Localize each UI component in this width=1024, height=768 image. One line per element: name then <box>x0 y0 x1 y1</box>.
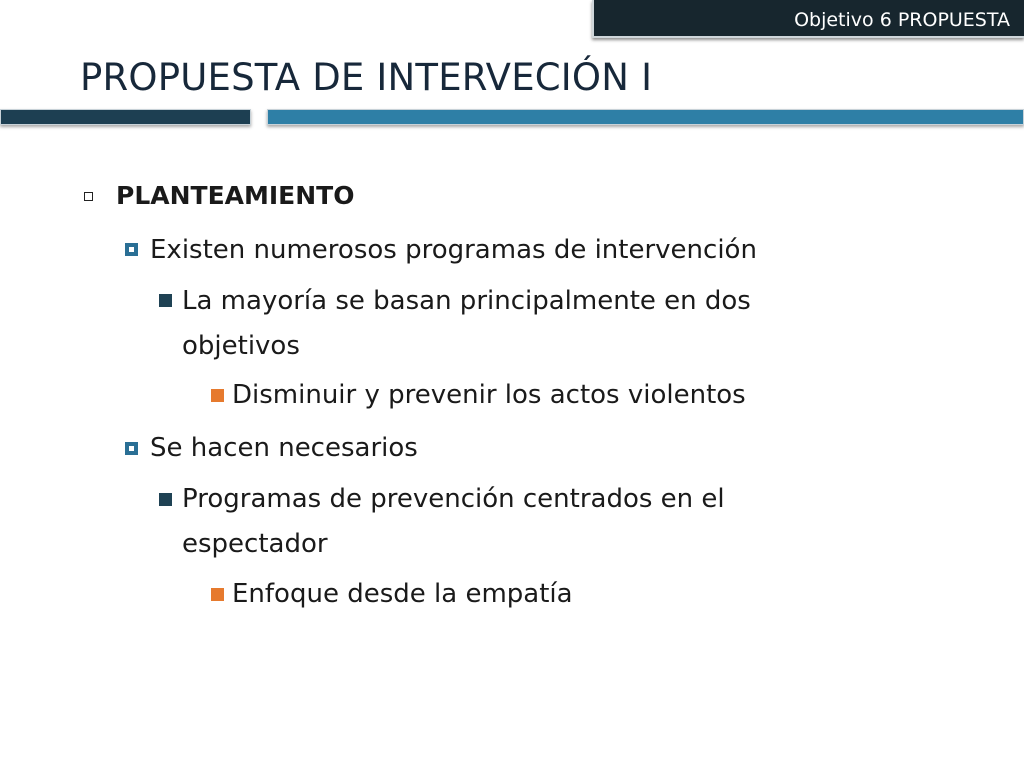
outline-point-2-sub-line-2: espectador <box>182 529 328 559</box>
framed-square-bullet-icon <box>125 243 138 256</box>
hollow-square-bullet-icon <box>84 192 93 201</box>
outline-point-1-sub-line-1: La mayoría se basan principalmente en dos <box>182 286 751 316</box>
orange-square-bullet-icon <box>211 389 224 402</box>
framed-square-bullet-icon <box>125 442 138 455</box>
square-bullet-icon <box>159 493 172 506</box>
orange-square-bullet-icon <box>211 588 224 601</box>
outline-point-2-sub-line-1: Programas de prevención centrados en el <box>182 484 725 514</box>
outline-point-1-sub-line-2: objetivos <box>182 331 300 361</box>
square-bullet-icon <box>159 294 172 307</box>
outline-point-1: Existen numerosos programas de intervención <box>150 235 757 265</box>
slide-title: PROPUESTA DE INTERVECIÓN I <box>80 56 653 99</box>
outline-point-2-sub-sub: Enfoque desde la empatía <box>232 579 573 609</box>
outline-heading: PLANTEAMIENTO <box>116 181 355 210</box>
outline-point-2: Se hacen necesarios <box>150 433 418 463</box>
section-tag-label: Objetivo 6 PROPUESTA <box>794 9 1010 31</box>
outline-point-1-sub-sub: Disminuir y prevenir los actos violentos <box>232 380 746 410</box>
